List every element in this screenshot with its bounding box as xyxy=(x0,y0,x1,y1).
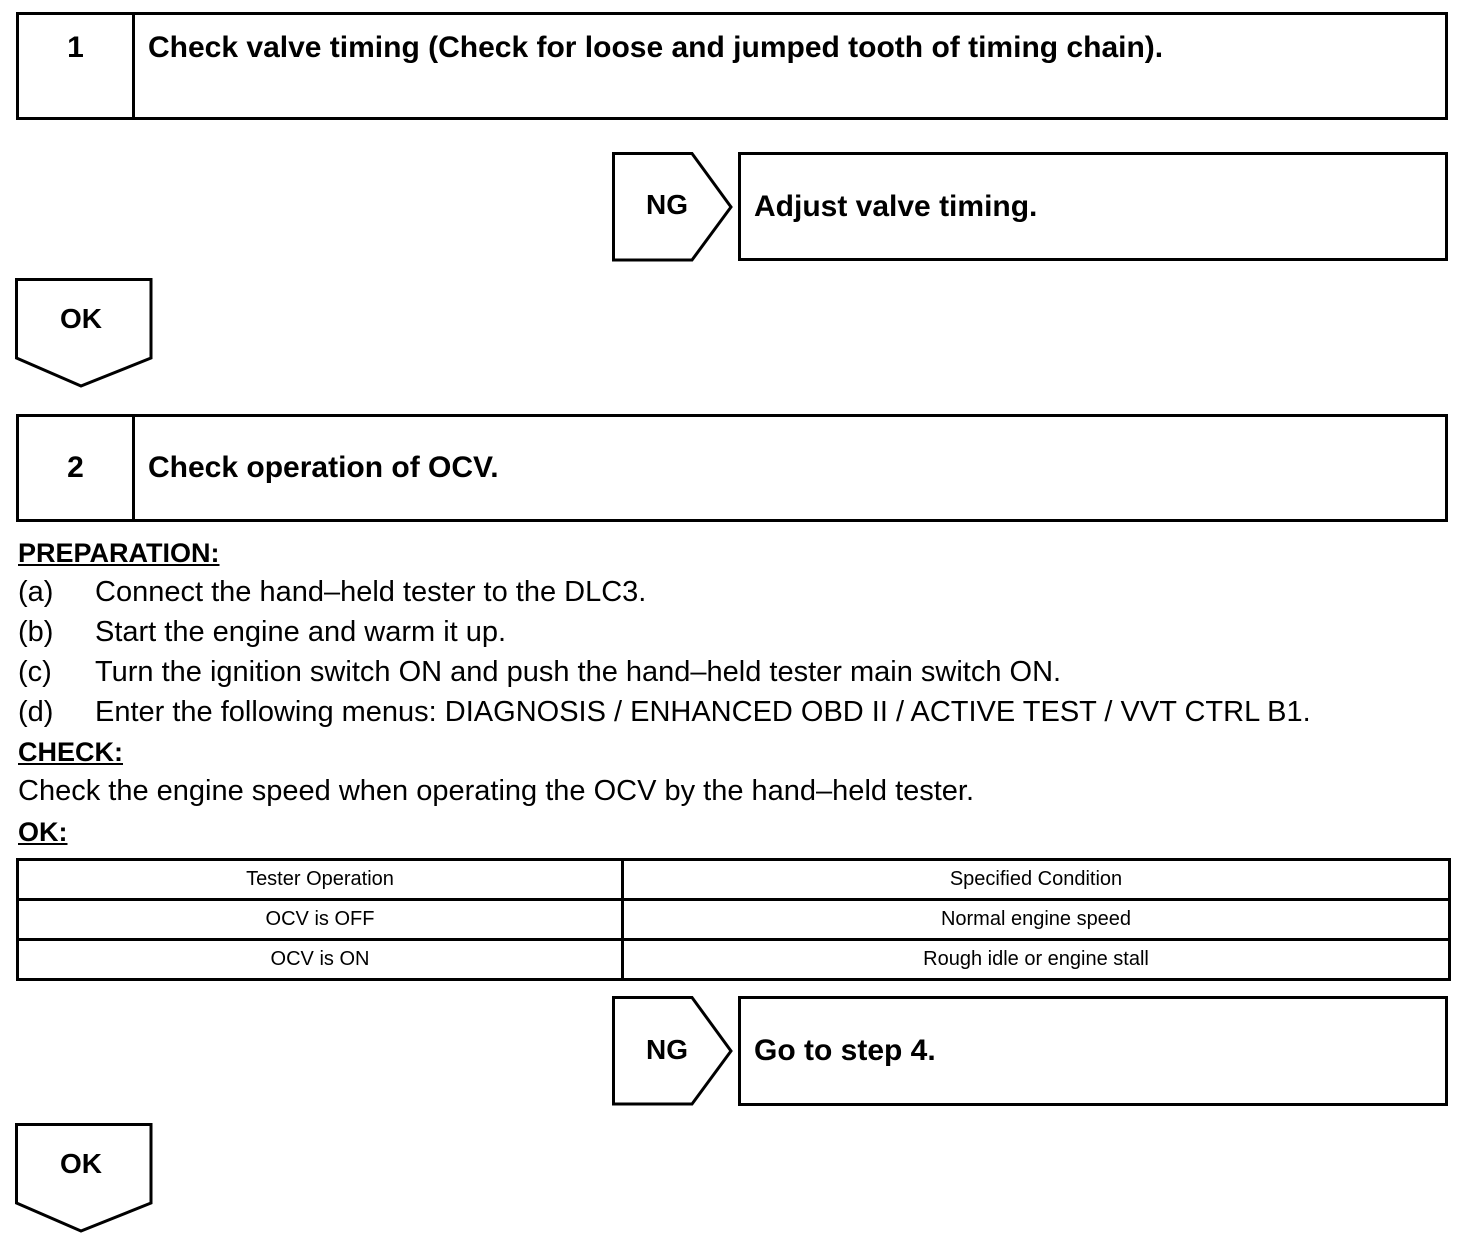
step-2-ng-label: NG xyxy=(646,1034,688,1065)
step-1-ng-result: Adjust valve timing. xyxy=(738,152,1448,261)
step-2-ok-label: OK xyxy=(60,1148,102,1179)
item-text: Start the engine and warm it up. xyxy=(95,616,507,648)
preparation-label: PREPARATION: xyxy=(18,538,220,568)
step-1-ok-label: OK xyxy=(60,303,102,334)
spec-table-wrapper xyxy=(16,858,1451,981)
item-text: Connect the hand–held tester to the DLC3. xyxy=(95,576,647,608)
check-text: Check the engine speed when operating the OCV by the hand–held tester. xyxy=(18,775,975,807)
table-header-row xyxy=(18,860,1450,900)
item-letter: (a) xyxy=(18,576,54,608)
item-text: Enter the following menus: DIAGNOSIS / ENHANCED OBD II / ACTIVE TEST / VVT CTRL B1. xyxy=(95,696,1311,728)
preparation-item xyxy=(18,576,1438,612)
table-cell: OCV is ON xyxy=(18,940,623,980)
step-1-ng-label: NG xyxy=(646,189,688,220)
step-2-ng-result: Go to step 4. xyxy=(738,996,1448,1106)
table-cell: Rough idle or engine stall xyxy=(623,940,1450,980)
step-2-title: Check operation of OCV. xyxy=(148,451,499,484)
preparation-item xyxy=(18,656,1438,692)
table-row xyxy=(18,940,1450,980)
item-text: Turn the ignition switch ON and push the hand–held tester main switch ON. xyxy=(95,656,1062,688)
check-label: CHECK: xyxy=(18,737,123,767)
item-letter: (d) xyxy=(18,696,54,728)
table-header-cell: Specified Condition xyxy=(623,860,1450,900)
table-row xyxy=(18,900,1450,940)
table-cell: Normal engine speed xyxy=(623,900,1450,940)
spec-table xyxy=(16,858,1451,981)
preparation-item xyxy=(18,696,1438,732)
step-2-header xyxy=(16,414,1448,522)
step-2-number: 2 xyxy=(19,417,135,519)
table-header-cell: Tester Operation xyxy=(18,860,623,900)
item-letter: (c) xyxy=(18,656,52,688)
item-letter: (b) xyxy=(18,616,54,648)
ok-criteria-label: OK: xyxy=(18,817,68,847)
table-cell: OCV is OFF xyxy=(18,900,623,940)
step-1-header xyxy=(16,12,1448,120)
step-1-number: 1 xyxy=(19,15,135,117)
step-1-title: Check valve timing (Check for loose and jumped tooth of timing chain). xyxy=(148,31,1164,64)
preparation-item xyxy=(18,616,1438,652)
